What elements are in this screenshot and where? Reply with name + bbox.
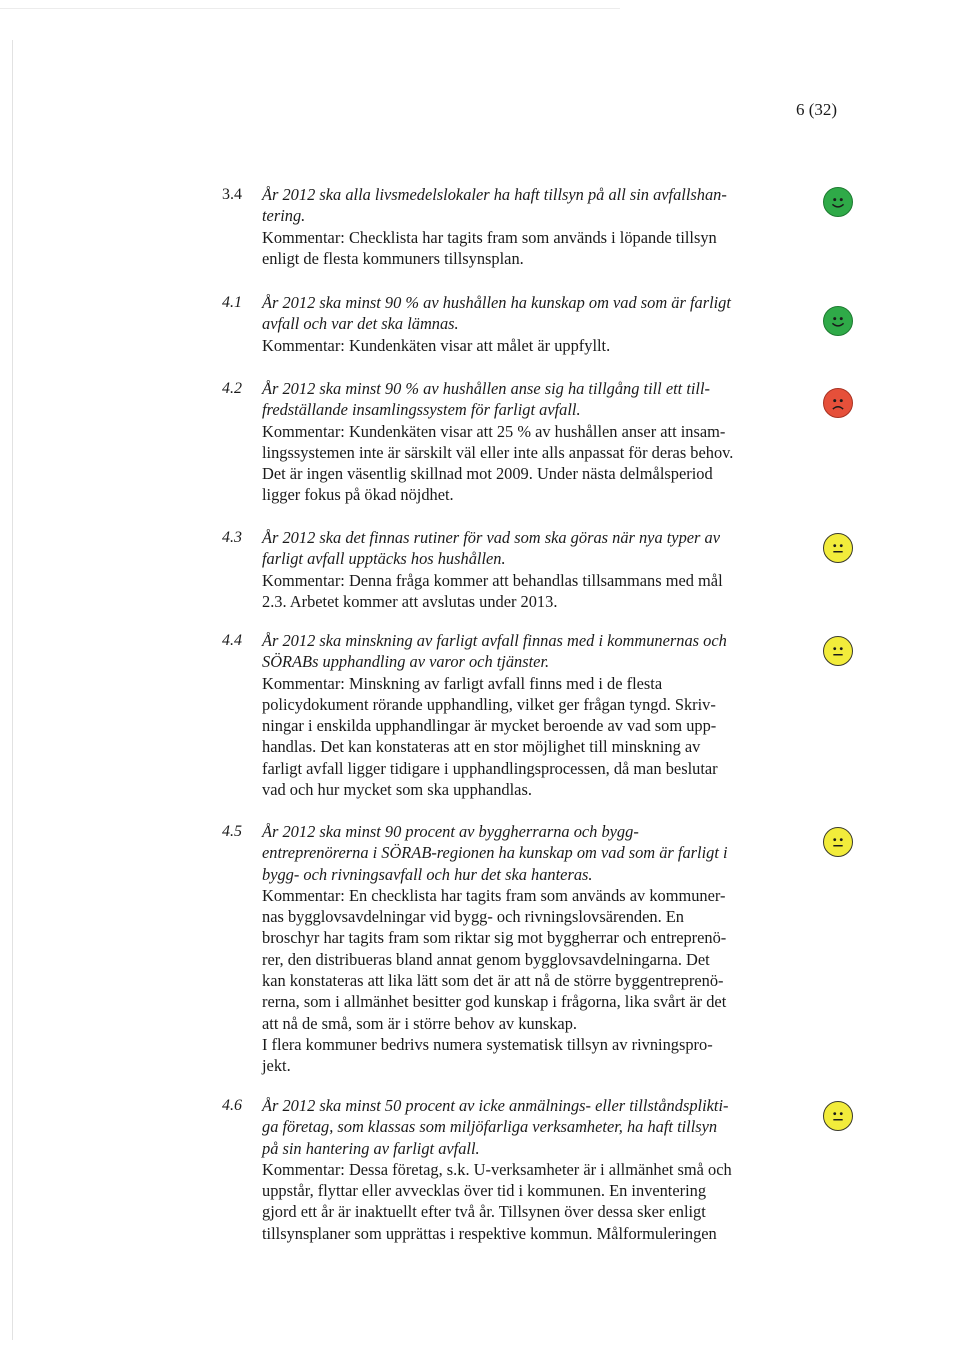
goal-line: ga företag, som klassas som miljöfarliga verksamheter, ha haft tillsyn bbox=[262, 1117, 718, 1137]
goal-text bbox=[262, 292, 807, 335]
comment-line: ligger fokus på ökad nöjdhet. bbox=[262, 485, 454, 505]
goal-body bbox=[262, 630, 807, 800]
comment-line: Kommentar: Checklista har tagits fram som används i löpande tillsyn bbox=[262, 227, 717, 247]
comment-line: Kommentar: Minskning av farligt avfall finns med i de flesta bbox=[262, 673, 663, 693]
goal-line: År 2012 ska minskning av farligt avfall finnas med i kommunernas och bbox=[262, 631, 727, 650]
comment-line: gjord ett år är inaktuellt efter två år. Tillsynen över dessa sker enligt bbox=[262, 1202, 706, 1222]
goal-body bbox=[262, 292, 807, 356]
comment-line: tillsynsplaner som upprättas i respektive kommun. Målformuleringen bbox=[262, 1223, 717, 1243]
comment-text bbox=[262, 227, 807, 270]
comment-line: broschyr har tagits fram som riktar sig mot byggherrar och entreprenö- bbox=[262, 928, 727, 948]
goal-body bbox=[262, 527, 807, 612]
comment-line: 2.3. Arbetet kommer att avslutas under 2013. bbox=[262, 591, 558, 611]
comment-line: nas bygglovsavdelningar vid bygg- och rivningslovsärenden. En bbox=[262, 907, 684, 927]
comment-line: handlas. Det kan konstateras att en stor möjlighet till minskning av bbox=[262, 737, 701, 757]
comment-line: Kommentar: Kundenkäten visar att 25 % av hushållen anser att insam- bbox=[262, 421, 726, 441]
sad-face-icon bbox=[823, 388, 853, 418]
goal-number: 4.6 bbox=[222, 1097, 242, 1114]
goal-line: avfall och var det ska lämnas. bbox=[262, 314, 459, 334]
comment-text bbox=[262, 570, 807, 613]
comment-line: rer, den distribueras bland annat genom bygglovsavdelningarna. Det bbox=[262, 949, 710, 969]
comment-text bbox=[262, 421, 807, 506]
goal-line: farligt avfall upptäcks hos hushållen. bbox=[262, 549, 506, 569]
goal-text bbox=[262, 184, 807, 227]
goal-text bbox=[262, 378, 807, 421]
goal-number: 4.3 bbox=[222, 529, 242, 546]
goal-body bbox=[262, 1095, 807, 1244]
comment-text bbox=[262, 673, 807, 801]
comment-line: att nå de små, som är i större behov av kunskap. bbox=[262, 1013, 577, 1033]
neutral-face-icon bbox=[823, 827, 853, 857]
comment-line: policydokument rörande upphandling, vilket ger frågan tyngd. Skriv- bbox=[262, 694, 716, 714]
goal-number: 4.2 bbox=[222, 380, 242, 397]
comment-line: vad och hur mycket som ska upphandlas. bbox=[262, 780, 532, 800]
goal-line: bygg- och rivningsavfall och hur det ska hanteras. bbox=[262, 864, 593, 884]
goal-number: 3.4 bbox=[222, 186, 242, 203]
goal-line: SÖRABs upphandling av varor och tjänster. bbox=[262, 652, 550, 672]
scan-edge-left bbox=[12, 40, 13, 1340]
goal-body bbox=[262, 821, 807, 1077]
comment-line: enligt de flesta kommuners tillsynsplan. bbox=[262, 248, 524, 268]
comment-text bbox=[262, 1159, 807, 1244]
comment-text bbox=[262, 335, 807, 356]
neutral-face-icon bbox=[823, 636, 853, 666]
comment-line: I flera kommuner bedrivs numera systematisk tillsyn av rivningspro- bbox=[262, 1034, 713, 1054]
goal-body bbox=[262, 378, 807, 506]
goal-line: År 2012 ska alla livsmedelslokaler ha haft tillsyn på all sin avfallshan- bbox=[262, 185, 727, 204]
comment-line: lingssystemen inte är särskilt väl eller inte alls anpassat för deras behov. bbox=[262, 442, 734, 462]
goal-line: År 2012 ska minst 90 procent av byggherrarna och bygg- bbox=[262, 822, 639, 841]
comment-line: Kommentar: En checklista har tagits fram som används av kommuner- bbox=[262, 885, 726, 905]
goal-line: tering. bbox=[262, 206, 306, 226]
goal-text bbox=[262, 821, 807, 885]
goal-number: 4.1 bbox=[222, 294, 242, 311]
page-number: 6 (32) bbox=[796, 100, 838, 119]
goal-line: År 2012 ska minst 90 % av hushållen ha kunskap om vad som är farligt bbox=[262, 293, 731, 312]
comment-line: Kommentar: Kundenkäten visar att målet är uppfyllt. bbox=[262, 335, 611, 355]
comment-line: jekt. bbox=[262, 1056, 291, 1076]
comment-line: farligt avfall ligger tidigare i upphandlingsprocessen, då man beslutar bbox=[262, 758, 718, 778]
goal-line: År 2012 ska minst 90 % av hushållen anse sig ha tillgång till ett till- bbox=[262, 379, 710, 398]
comment-line: kan konstateras att lika lätt som det är att nå de större byggentreprenö- bbox=[262, 971, 724, 991]
goal-line: fredställande insamlingssystem för farligt avfall. bbox=[262, 400, 581, 420]
goal-number: 4.4 bbox=[222, 632, 242, 649]
goal-line: på sin hantering av farligt avfall. bbox=[262, 1138, 480, 1158]
goal-body bbox=[262, 184, 807, 269]
comment-line: rerna, som i allmänhet besitter god kunskap i frågorna, lika svårt är det bbox=[262, 992, 727, 1012]
goal-text bbox=[262, 630, 807, 673]
goal-text bbox=[262, 1095, 807, 1159]
goal-line: År 2012 ska det finnas rutiner för vad som ska göras när nya typer av bbox=[262, 528, 720, 547]
smiling-face-icon bbox=[823, 306, 853, 336]
comment-line: Kommentar: Denna fråga kommer att behandlas tillsammans med mål bbox=[262, 570, 723, 590]
comment-line: Kommentar: Dessa företag, s.k. U-verksamheter är i allmänhet små och bbox=[262, 1159, 732, 1179]
smiling-face-icon bbox=[823, 187, 853, 217]
goal-line: entreprenörerna i SÖRAB-regionen ha kunskap om vad som är farligt i bbox=[262, 843, 728, 863]
neutral-face-icon bbox=[823, 1101, 853, 1131]
goal-line: År 2012 ska minst 50 procent av icke anmälnings- eller tillståndsplikti- bbox=[262, 1096, 729, 1115]
comment-text bbox=[262, 885, 807, 1077]
comment-line: Det är ingen väsentlig skillnad mot 2009. Under nästa delmålsperiod bbox=[262, 464, 713, 484]
goal-text bbox=[262, 527, 807, 570]
comment-line: uppstår, flyttar eller avvecklas över tid i kommunen. En inventering bbox=[262, 1181, 707, 1201]
neutral-face-icon bbox=[823, 533, 853, 563]
goal-number: 4.5 bbox=[222, 823, 242, 840]
comment-line: ningar i enskilda upphandlingar är mycket beroende av vad som upp- bbox=[262, 716, 717, 736]
scan-edge-top bbox=[0, 8, 620, 9]
